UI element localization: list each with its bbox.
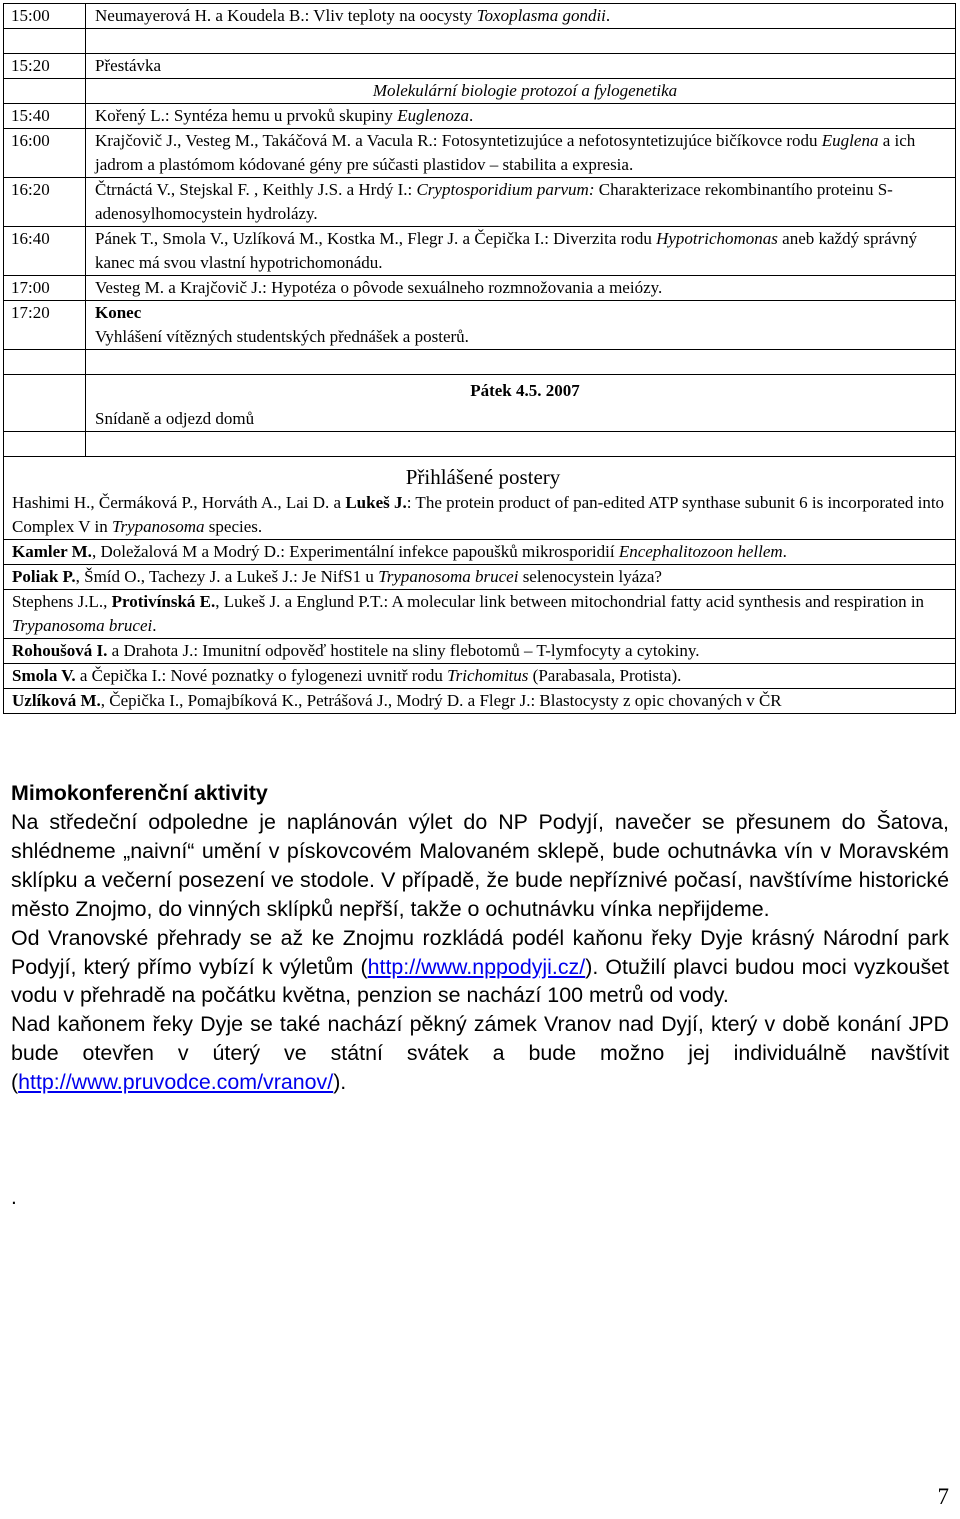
italic-text: Trypanosoma <box>111 517 205 536</box>
italic-text: Hypotrichomonas <box>656 229 778 248</box>
talk-line <box>95 375 955 407</box>
poster-row <box>4 565 956 590</box>
activities-paragraph-1: Na středeční odpoledne je naplánován výlet do NP Podyjí, navečer se přesunem do Šatova, shlédneme „naivní“ umění v pískovcovém Malovaném sklepě, bude ochutnávka vín v Moravském sklípku a večerní posezení ve stodole. V případě, že bude nepříznivé počasí, navštívíme historické město Znojmo, do vinných sklípků nepřší, takže o ochutnávku vínka nepřijdeme. <box>11 810 949 921</box>
text-run: aneb každý správný kanec má svou vlastní hypotrichomonádu. <box>95 229 918 272</box>
italic-text: Encephalitozoon hellem <box>618 542 783 561</box>
talk-line <box>95 407 955 431</box>
text-run: a Drahota J.: Imunitní odpověď hostitele na sliny flebotomů – T-lymfocyty a cytokiny. <box>107 641 700 660</box>
posters-heading-row <box>4 457 956 492</box>
schedule-row <box>4 104 956 129</box>
talk-cell <box>86 54 956 79</box>
text-run: selenocystein lyáza? <box>518 567 662 586</box>
time-cell: 15:40 <box>4 104 86 129</box>
schedule-row <box>4 54 956 79</box>
schedule-row <box>4 301 956 350</box>
talk-cell <box>86 4 956 29</box>
empty-row <box>4 432 956 457</box>
talk-cell <box>86 301 956 350</box>
poster-row <box>4 491 956 540</box>
poster-entry <box>4 590 956 639</box>
activities-section <box>11 778 949 1097</box>
activities-paragraph-3: Nad kaňonem řeky Dyje se také nachází pěkný zámek Vranov nad Dyjí, který v době konání JPD bude otevřen v úterý ve státní svátek a bude možno jej individuálně navštívit (http://www.pruvodce.com/vranov/). <box>11 1012 949 1095</box>
text-run: , Čepička I., Pomajbíková K., Petrášová J., Modrý D. a Flegr J.: Blastocysty z opic chovaných v ČR <box>100 691 782 710</box>
talk-line <box>95 325 955 349</box>
bold-text: Uzlíková M. <box>12 691 101 710</box>
text-run: : The protein product of pan-edited ATP synthase subunit 6 is incorporated into Complex V in <box>12 493 945 536</box>
bold-text: Poliak P. <box>12 567 76 586</box>
schedule-row <box>4 227 956 276</box>
italic-text: Trichomitus <box>447 666 529 685</box>
text-run: Vesteg M. a Krajčovič J.: Hypotéza o pôvode sexuálneho rozmnožovania a meiózy. <box>95 278 663 297</box>
text-run: , Šmíd O., Tachezy J. a Lukeš J.: Je NifS1 u <box>75 567 379 586</box>
time-cell: 17:20 <box>4 301 86 350</box>
bold-text: Lukeš J. <box>345 493 407 512</box>
time-cell: 16:40 <box>4 227 86 276</box>
text-run: Čtrnáctá V., Stejskal F. , Keithly J.S. a Hrdý I.: <box>95 180 417 199</box>
text-run: . <box>782 542 787 561</box>
poster-row <box>4 689 956 714</box>
schedule-row <box>4 276 956 301</box>
schedule-row <box>4 375 956 432</box>
text-run: Charakterizace rekombinantího proteinu S-adenosylhomocystein hydrolázy. <box>95 180 893 223</box>
text-run: Kořený L.: Syntéza hemu u prvoků skupiny <box>95 106 398 125</box>
talk-cell <box>86 227 956 276</box>
bold-text: Pátek 4.5. 2007 <box>470 381 580 400</box>
nppodyji-link[interactable]: http://www.nppodyji.cz/ <box>367 954 586 979</box>
poster-row <box>4 540 956 565</box>
time-cell <box>4 375 86 432</box>
trailing-dot: . <box>11 1186 17 1209</box>
text-run: species. <box>204 517 263 536</box>
empty-row <box>4 29 956 54</box>
text-run: a ich jadrom a plastómom kódované gény pre súčasti plastidov – stabilita a expresia. <box>95 131 916 174</box>
poster-entry <box>4 491 956 540</box>
talk-line <box>95 301 955 325</box>
talk-cell <box>86 129 956 178</box>
time-cell: 17:00 <box>4 276 86 301</box>
program-table <box>3 3 956 714</box>
page-number: 7 <box>937 1484 949 1509</box>
time-cell <box>4 79 86 104</box>
time-cell: 16:00 <box>4 129 86 178</box>
text-run: . <box>468 106 474 125</box>
talk-cell <box>86 375 956 432</box>
time-cell: 16:20 <box>4 178 86 227</box>
bold-text: Konec <box>95 303 142 322</box>
bold-text: Smola V. <box>12 666 76 685</box>
text-run: Krajčovič J., Vesteg M., Takáčová M. a Vacula R.: Fotosyntetizujúce a nefotosyntetizujúce bičíkovce rodu <box>95 131 822 150</box>
poster-entry <box>4 664 956 689</box>
pruvodce-link[interactable]: http://www.pruvodce.com/vranov/ <box>18 1070 334 1095</box>
text-run: , Doležalová M a Modrý D.: Experimentální infekce papoušků mikrosporidií <box>91 542 619 561</box>
poster-entry <box>4 540 956 565</box>
time-cell: 15:20 <box>4 54 86 79</box>
italic-text: Molekulární biologie protozoí a fylogenetika <box>372 81 678 100</box>
text-run: a Čepička I.: Nové poznatky o fylogenezi uvnitř rodu <box>75 666 448 685</box>
talk-cell <box>86 178 956 227</box>
poster-entry <box>4 689 956 714</box>
text-run: (Parabasala, Protista). <box>528 666 682 685</box>
poster-row <box>4 664 956 689</box>
talk-cell <box>86 104 956 129</box>
bold-text: Protivínská E. <box>111 592 216 611</box>
schedule-row <box>4 178 956 227</box>
activities-paragraph-2: Od Vranovské přehrady se až ke Znojmu rozkládá podél kaňonu řeky Dyje krásný Národní park Podyjí, který přímo vybízí k výletům (http://www.nppodyji.cz/). Otužilí plavci budou moci vyzkoušet vodu v přehradě na počátku května, penzion se nachází 100 metrů od vody. <box>11 925 949 1008</box>
activities-heading: Mimokonferenční aktivity <box>11 781 268 805</box>
text-run: Vyhlášení vítězných studentských přednášek a posterů. <box>95 327 469 346</box>
italic-text: Trypanosoma brucei <box>378 567 519 586</box>
empty-row <box>4 350 956 375</box>
poster-row <box>4 590 956 639</box>
poster-entry <box>4 639 956 664</box>
text-run: Hashimi H., Čermáková P., Horváth A., Lai D. a <box>12 493 346 512</box>
italic-text: Toxoplasma gondii <box>476 6 606 25</box>
bold-text: Kamler M. <box>12 542 92 561</box>
text-run: Snídaně a odjezd domů <box>95 409 255 428</box>
time-cell: 15:00 <box>4 4 86 29</box>
text-run: Přestávka <box>95 56 162 75</box>
italic-text: Cryptosporidium parvum: <box>416 180 595 199</box>
text-run: . <box>152 616 157 635</box>
schedule-row <box>4 129 956 178</box>
text-run: Neumayerová H. a Koudela B.: Vliv teploty na oocysty <box>95 6 477 25</box>
posters-heading: Přihlášené postery <box>4 457 956 492</box>
schedule-row <box>4 4 956 29</box>
italic-text: Trypanosoma brucei <box>12 616 153 635</box>
italic-text: Euglenoza <box>397 106 469 125</box>
text-run: Pánek T., Smola V., Uzlíková M., Kostka M., Flegr J. a Čepička I.: Diverzita rodu <box>95 229 657 248</box>
text-run: Stephens J.L., <box>12 592 112 611</box>
talk-cell <box>86 276 956 301</box>
poster-entry <box>4 565 956 590</box>
text-run: , Lukeš J. a Englund P.T.: A molecular link between mitochondrial fatty acid synthesis and respiration in <box>215 592 925 611</box>
italic-text: Euglena <box>821 131 879 150</box>
schedule-row <box>4 79 956 104</box>
text-run: . <box>605 6 611 25</box>
bold-text: Rohoušová I. <box>12 641 108 660</box>
poster-row <box>4 639 956 664</box>
talk-cell <box>86 79 956 104</box>
